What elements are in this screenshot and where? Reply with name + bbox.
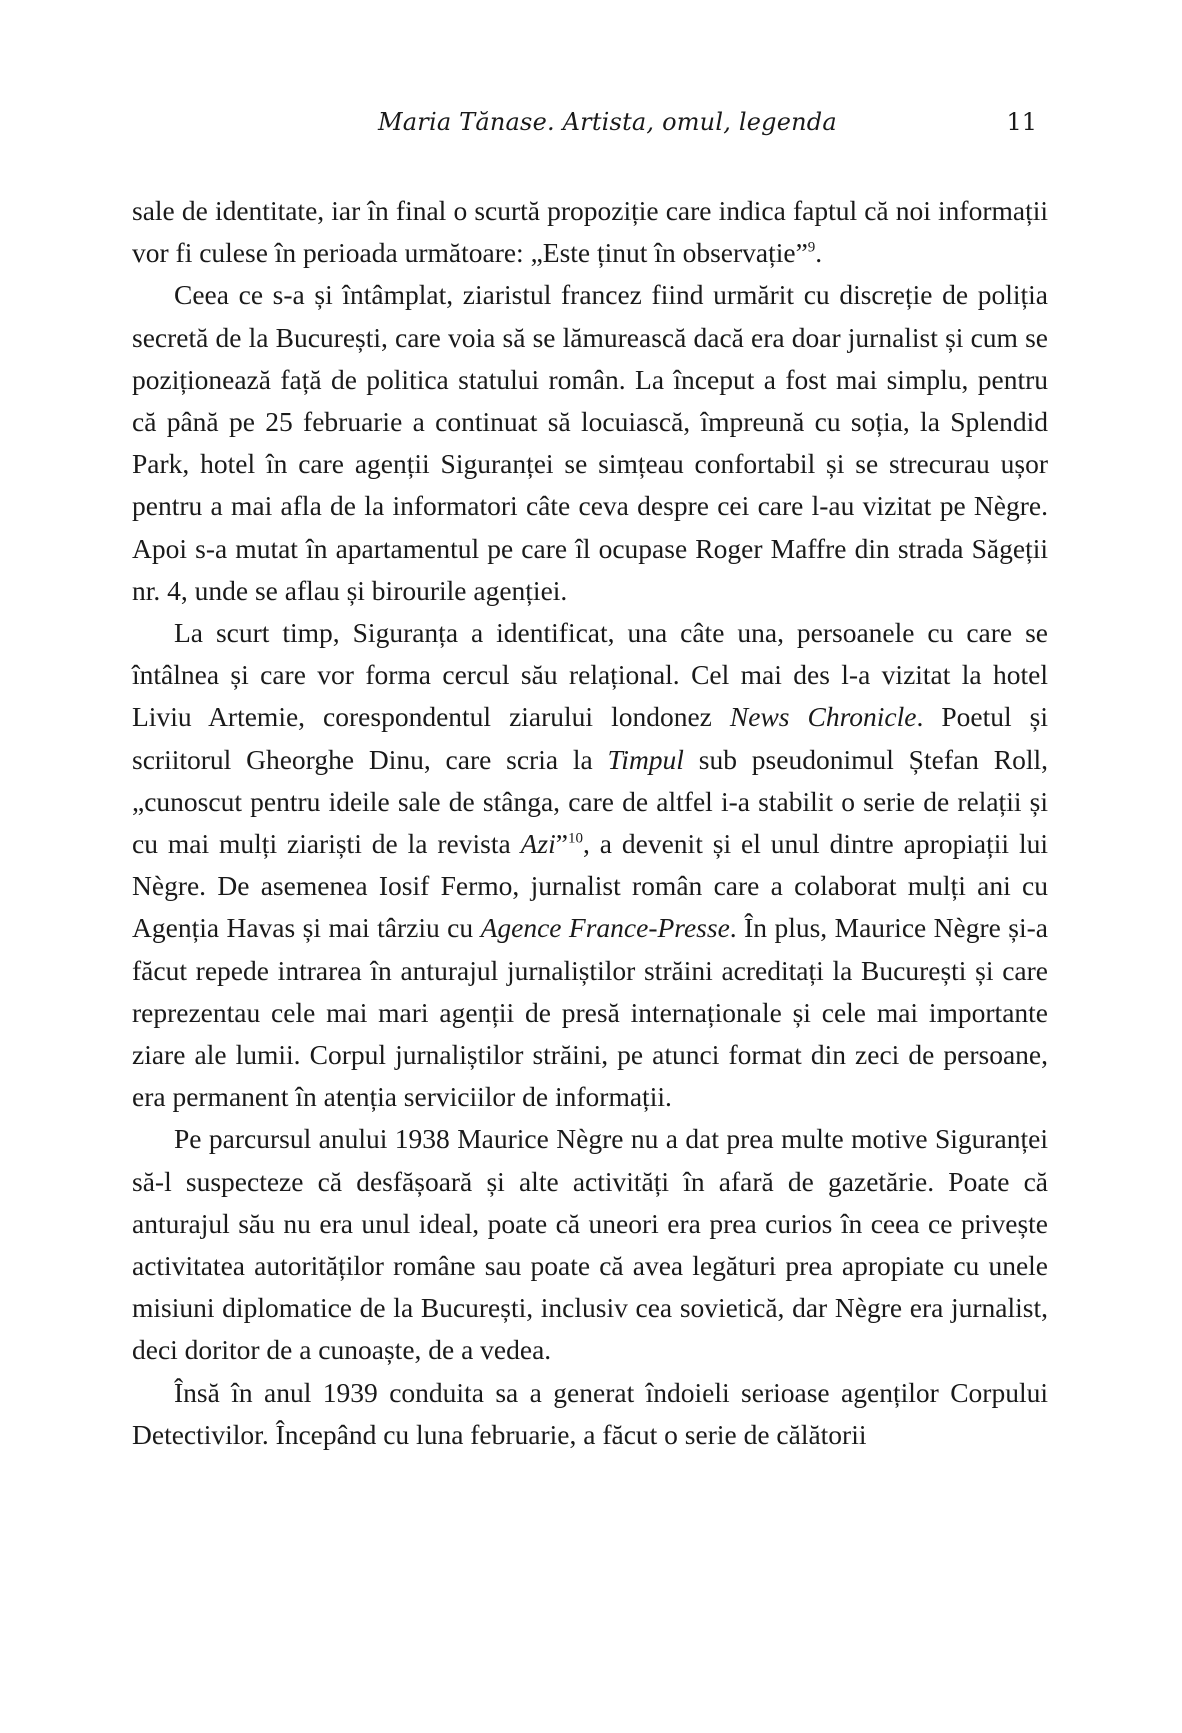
text-segment: . Poetul și scriitorul Gheorghe Dinu, care scria la [132, 701, 1049, 775]
text-segment: , a devenit și el unul dintre apropiații lui Nègre. De asemenea Iosif Fermo, jurnalist român care a colaborat mulți ani cu Agenția Havas și mai târziu cu [132, 828, 1048, 944]
text-segment: Ceea ce s-a și întâmplat, ziaristul francez fiind urmărit cu discreție de poliția secretă de la București, care voia să se lămurească dacă era doar jurnalist și cum se poziționează față de politica statului român. La început a fost mai simplu, pentru că până pe 25 februarie a continuat să locuiască, împreună cu soția, la Splendid Park, hotel în care agenții Siguranței se simțeau confortabil și se strecurau ușor pentru a mai afla de la informatori câte ceva despre cei care l-au vizitat pe Nègre. Apoi s-a mutat în apartamentul pe care îl ocupase Roger Maffre din strada Săgeții nr. 4, unde se aflau și birourile agenției. [132, 279, 1048, 606]
italic-title-azi: Azi [520, 828, 556, 860]
paragraph-1 [132, 190, 1048, 274]
page-number: 11 [1006, 108, 1037, 136]
paragraph-2 [132, 274, 1048, 612]
text-segment: Însă în anul 1939 conduita sa a generat îndoieli serioase agenților Corpului Detectivilor. Începând cu luna februarie, a făcut o serie de călătorii [132, 1376, 1048, 1450]
text-segment: sale de identitate, iar în final o scurtă propoziție care indica faptul că noi informații vor fi culese în perioada următoare: „Este ținut în observație” [132, 195, 1048, 269]
text-segment: sub pseudonimul Ștefan Roll, „cunoscut pentru ideile sale de stânga, care de altfel i-a stabilit o serie de relații și cu mai mulți ziariști de la revista [132, 743, 1048, 860]
body-text [132, 190, 1048, 1456]
text-segment: . [815, 237, 823, 269]
text-segment: ” [555, 828, 568, 860]
text-segment: . În plus, Maurice Nègre și-a făcut repede intrarea în anturajul jurnaliștilor străini acreditați la București și care reprezentau cele mai mari agenții de presă internaționale și cele mai importante ziare ale lumii. Corpul jurnaliștilor străini, pe atunci format din zeci de persoane, era permanent în atenția serviciilor de informații. [132, 912, 1048, 1113]
italic-title-agence-france-presse: Agence France-Presse [480, 912, 730, 944]
italic-title-news-chronicle: News Chronicle [729, 701, 917, 733]
paragraph-5 [132, 1372, 1048, 1456]
footnote-ref-9: 9 [807, 239, 816, 256]
text-segment: La scurt timp, Siguranța a identificat, una câte una, persoanele cu care se întâlnea și care vor forma cercul său relațional. Cel mai des l-a vizitat la hotel Liviu Artemie, corespondentul ziarului londonez [132, 617, 1048, 733]
footnote-ref-10: 10 [567, 830, 583, 847]
paragraph-4 [132, 1118, 1048, 1371]
running-title: Maria Tănase. Artista, omul, legenda [378, 108, 837, 136]
italic-title-timpul: Timpul [607, 743, 684, 775]
paragraph-3 [132, 612, 1048, 1118]
text-segment: Pe parcursul anului 1938 Maurice Nègre nu a dat prea multe motive Siguranței să-l suspecteze că desfășoară și alte activități în afară de gazetărie. Poate că anturajul său nu era unul ideal, poate că uneori era prea curios în ceea ce privește activitatea autorităților române sau poate că avea legături prea apropiate cu unele misiuni diplomatice de la București, inclusiv cea sovietică, dar Nègre era jurnalist, deci doritor de a cunoaște, de a vedea. [132, 1123, 1048, 1366]
